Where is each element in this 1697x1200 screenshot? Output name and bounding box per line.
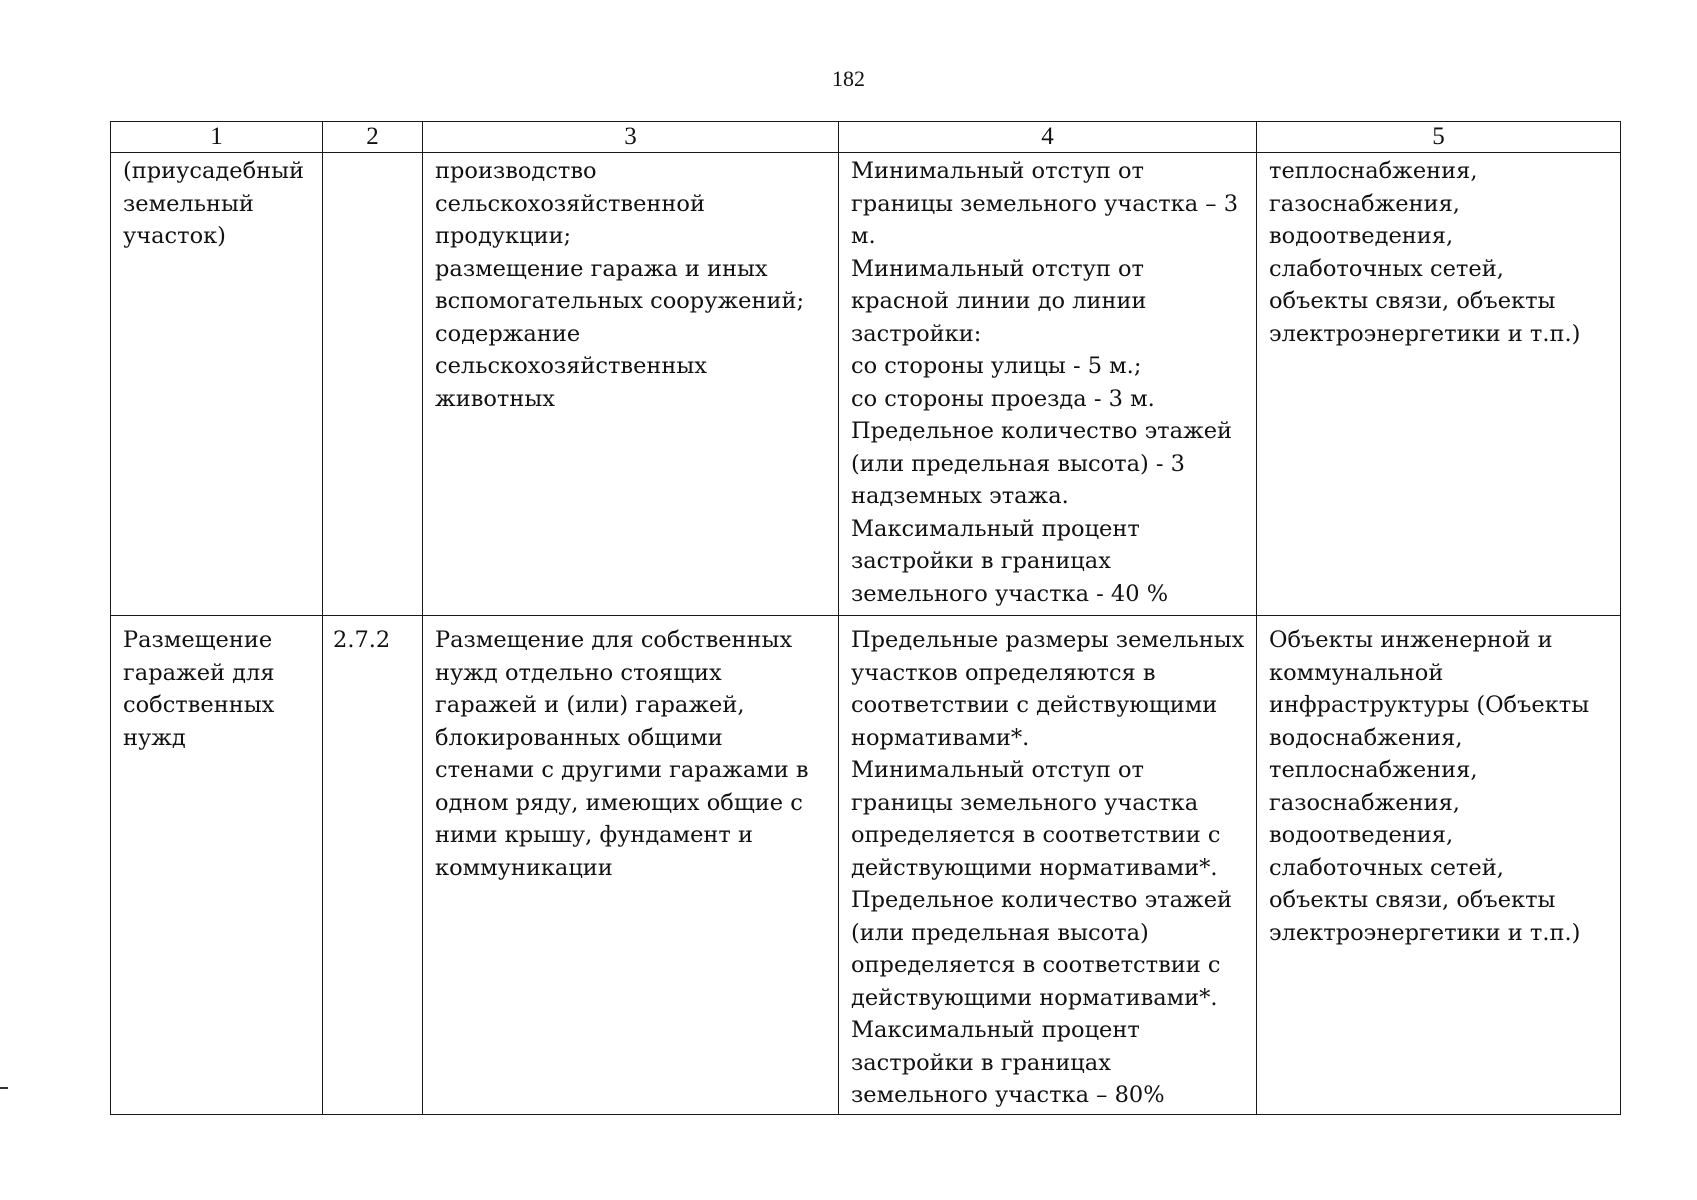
column-header-3: 3 — [423, 122, 839, 153]
use-name-cell: Размещение гаражей для собственных нужд — [111, 616, 323, 1115]
use-name-cell: (приусадебный земельный участок) — [111, 153, 323, 616]
page-number: 182 — [832, 66, 865, 91]
parameters-cell: Предельные размеры земельных участков определяются в соответствии с действующими нормативами*. Минимальный отступ от границы земельного участка определяется в соответствии с действующими нормативами*. Предельное количество этажей (или предельная высота) определяется в соответствии с действующими нормативами*. Максимальный процент застройки в границах земельного участка – 80% — [839, 616, 1257, 1115]
infrastructure-cell: Объекты инженерной и коммунальной инфраструктуры (Объекты водоснабжения, теплоснабжения, газоснабжения, водоотведения, слаботочных сетей, объекты связи, объекты электроэнергетики и т.п.) — [1257, 616, 1621, 1115]
use-code-cell: 2.7.2 — [323, 616, 423, 1115]
header-row — [111, 122, 1621, 153]
land-use-table — [110, 121, 1621, 1115]
column-header-4: 4 — [839, 122, 1257, 153]
column-header-2: 2 — [323, 122, 423, 153]
use-description-cell: производство сельскохозяйственной продукции; размещение гаража и иных вспомогательных сооружений; содержание сельскохозяйственных животных — [423, 153, 839, 616]
column-header-5: 5 — [1257, 122, 1621, 153]
column-header-1: 1 — [111, 122, 323, 153]
table-row — [111, 616, 1621, 1115]
infrastructure-cell: теплоснабжения, газоснабжения, водоотведения, слаботочных сетей, объекты связи, объекты электроэнергетики и т.п.) — [1257, 153, 1621, 616]
use-code-cell — [323, 153, 423, 616]
margin-mark — [0, 1087, 8, 1089]
table-row — [111, 153, 1621, 616]
parameters-cell: Минимальный отступ от границы земельного участка – 3 м. Минимальный отступ от красной линии до линии застройки: со стороны улицы - 5 м.; со стороны проезда - 3 м. Предельное количество этажей (или предельная высота) - 3 надземных этажа. Максимальный процент застройки в границах земельного участка - 40 % — [839, 153, 1257, 616]
use-description-cell: Размещение для собственных нужд отдельно стоящих гаражей и (или) гаражей, блокированных общими стенами с другими гаражами в одном ряду, имеющих общие с ними крышу, фундамент и коммуникации — [423, 616, 839, 1115]
